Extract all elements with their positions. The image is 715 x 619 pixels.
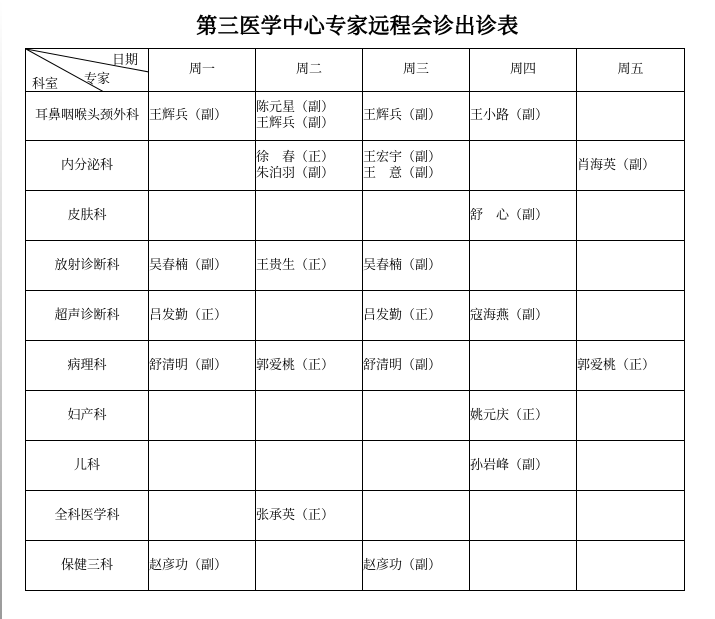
dept-cell: 儿科: [26, 441, 149, 491]
expert-name: 吕发勤（正）: [149, 307, 228, 323]
expert-name: 王 意（副）: [363, 165, 442, 181]
schedule-cell: [470, 441, 577, 491]
schedule-cell: [577, 291, 685, 341]
schedule-cell: [363, 491, 470, 541]
table-row: [26, 541, 685, 591]
header-row: [26, 49, 685, 92]
schedule-table: [25, 48, 685, 591]
expert-name: 张承英（正）: [256, 507, 335, 523]
corner-label-date: 日期: [111, 53, 138, 68]
corner-header-cell: [26, 49, 149, 92]
schedule-cell: [470, 541, 577, 591]
expert-name: 吴春楠（副）: [149, 257, 228, 273]
schedule-cell: [577, 141, 685, 191]
schedule-cell: [256, 341, 363, 391]
schedule-cell: [149, 491, 256, 541]
schedule-cell: [256, 391, 363, 441]
dept-cell: 保健三科: [26, 541, 149, 591]
schedule-cell: [577, 191, 685, 241]
expert-name: 王宏宇（副）: [363, 149, 442, 165]
schedule-cell: [256, 191, 363, 241]
schedule-cell: [363, 541, 470, 591]
schedule-cell: [470, 241, 577, 291]
table-row: [26, 241, 685, 291]
schedule-cell: [363, 92, 470, 141]
schedule-cell: [577, 341, 685, 391]
schedule-cell: [149, 191, 256, 241]
schedule-cell: [149, 441, 256, 491]
day-header: 周三: [363, 49, 470, 92]
day-header: 周四: [470, 49, 577, 92]
schedule-cell: [256, 541, 363, 591]
schedule-cell: [577, 541, 685, 591]
table-row: [26, 441, 685, 491]
schedule-cell: [577, 441, 685, 491]
expert-name: 朱泊羽（副）: [256, 165, 335, 181]
schedule-cell: [149, 141, 256, 191]
expert-name: 赵彦功（副）: [149, 557, 228, 573]
expert-name: 寇海燕（副）: [470, 307, 549, 323]
expert-name: 王辉兵（副）: [256, 116, 335, 131]
schedule-cell: [149, 291, 256, 341]
schedule-cell: [470, 92, 577, 141]
table-row: [26, 92, 685, 141]
schedule-cell: [363, 141, 470, 191]
schedule-cell: [363, 191, 470, 241]
dept-cell: 妇产科: [26, 391, 149, 441]
schedule-cell: [256, 291, 363, 341]
dept-cell: 皮肤科: [26, 191, 149, 241]
dept-cell: 内分泌科: [26, 141, 149, 191]
expert-name: 姚元庆（正）: [470, 407, 549, 423]
expert-name: 吴春楠（副）: [363, 257, 442, 273]
schedule-cell: [470, 141, 577, 191]
schedule-cell: [149, 341, 256, 391]
schedule-cell: [256, 491, 363, 541]
schedule-cell: [149, 391, 256, 441]
schedule-cell: [363, 291, 470, 341]
schedule-cell: [256, 241, 363, 291]
table-row: [26, 291, 685, 341]
schedule-cell: [470, 391, 577, 441]
schedule-cell: [470, 341, 577, 391]
page-title: 第三医学中心专家远程会诊出诊表: [196, 13, 519, 38]
table-row: [26, 491, 685, 541]
dept-cell: 耳鼻咽喉头颈外科: [26, 92, 149, 141]
window-left-edge: [0, 0, 2, 619]
expert-name: 王辉兵（副）: [363, 108, 442, 123]
day-header: 周五: [577, 49, 685, 92]
expert-name: 郭爱桃（正）: [256, 357, 335, 373]
expert-name: 舒清明（副）: [363, 357, 442, 373]
expert-name: 肖海英（副）: [577, 157, 656, 173]
table-row: [26, 341, 685, 391]
schedule-cell: [256, 441, 363, 491]
table-row: [26, 191, 685, 241]
schedule-cell: [149, 92, 256, 141]
corner-label-expert: 专家: [84, 72, 111, 87]
schedule-cell: [470, 191, 577, 241]
dept-cell: 超声诊断科: [26, 291, 149, 341]
corner-label-dept: 科室: [32, 77, 59, 92]
schedule-cell: [470, 491, 577, 541]
schedule-cell: [363, 241, 470, 291]
schedule-cell: [363, 441, 470, 491]
expert-name: 孙岩峰（副）: [470, 457, 549, 473]
schedule-cell: [577, 491, 685, 541]
dept-cell: 放射诊断科: [26, 241, 149, 291]
table-row: [26, 391, 685, 441]
day-header: 周二: [256, 49, 363, 92]
expert-name: 郭爱桃（正）: [577, 357, 656, 373]
schedule-cell: [577, 391, 685, 441]
expert-name: 王贵生（正）: [256, 257, 335, 273]
expert-name: 吕发勤（正）: [363, 307, 442, 323]
expert-name: 徐 春（正）: [256, 149, 335, 165]
table-row: [26, 141, 685, 191]
day-header: 周一: [149, 49, 256, 92]
dept-cell: 全科医学科: [26, 491, 149, 541]
schedule-cell: [363, 391, 470, 441]
schedule-cell: [149, 241, 256, 291]
expert-name: 舒清明（副）: [149, 357, 228, 373]
expert-name: 赵彦功（副）: [363, 557, 442, 573]
dept-cell: 病理科: [26, 341, 149, 391]
schedule-cell: [256, 92, 363, 141]
schedule-cell: [577, 92, 685, 141]
expert-name: 王小路（副）: [470, 108, 549, 123]
schedule-cell: [149, 541, 256, 591]
schedule-cell: [470, 291, 577, 341]
expert-name: 王辉兵（副）: [149, 108, 228, 123]
expert-name: 舒 心（副）: [470, 207, 549, 223]
schedule-cell: [256, 141, 363, 191]
expert-name: 陈元星（副）: [256, 100, 335, 115]
schedule-cell: [363, 341, 470, 391]
schedule-cell: [577, 241, 685, 291]
